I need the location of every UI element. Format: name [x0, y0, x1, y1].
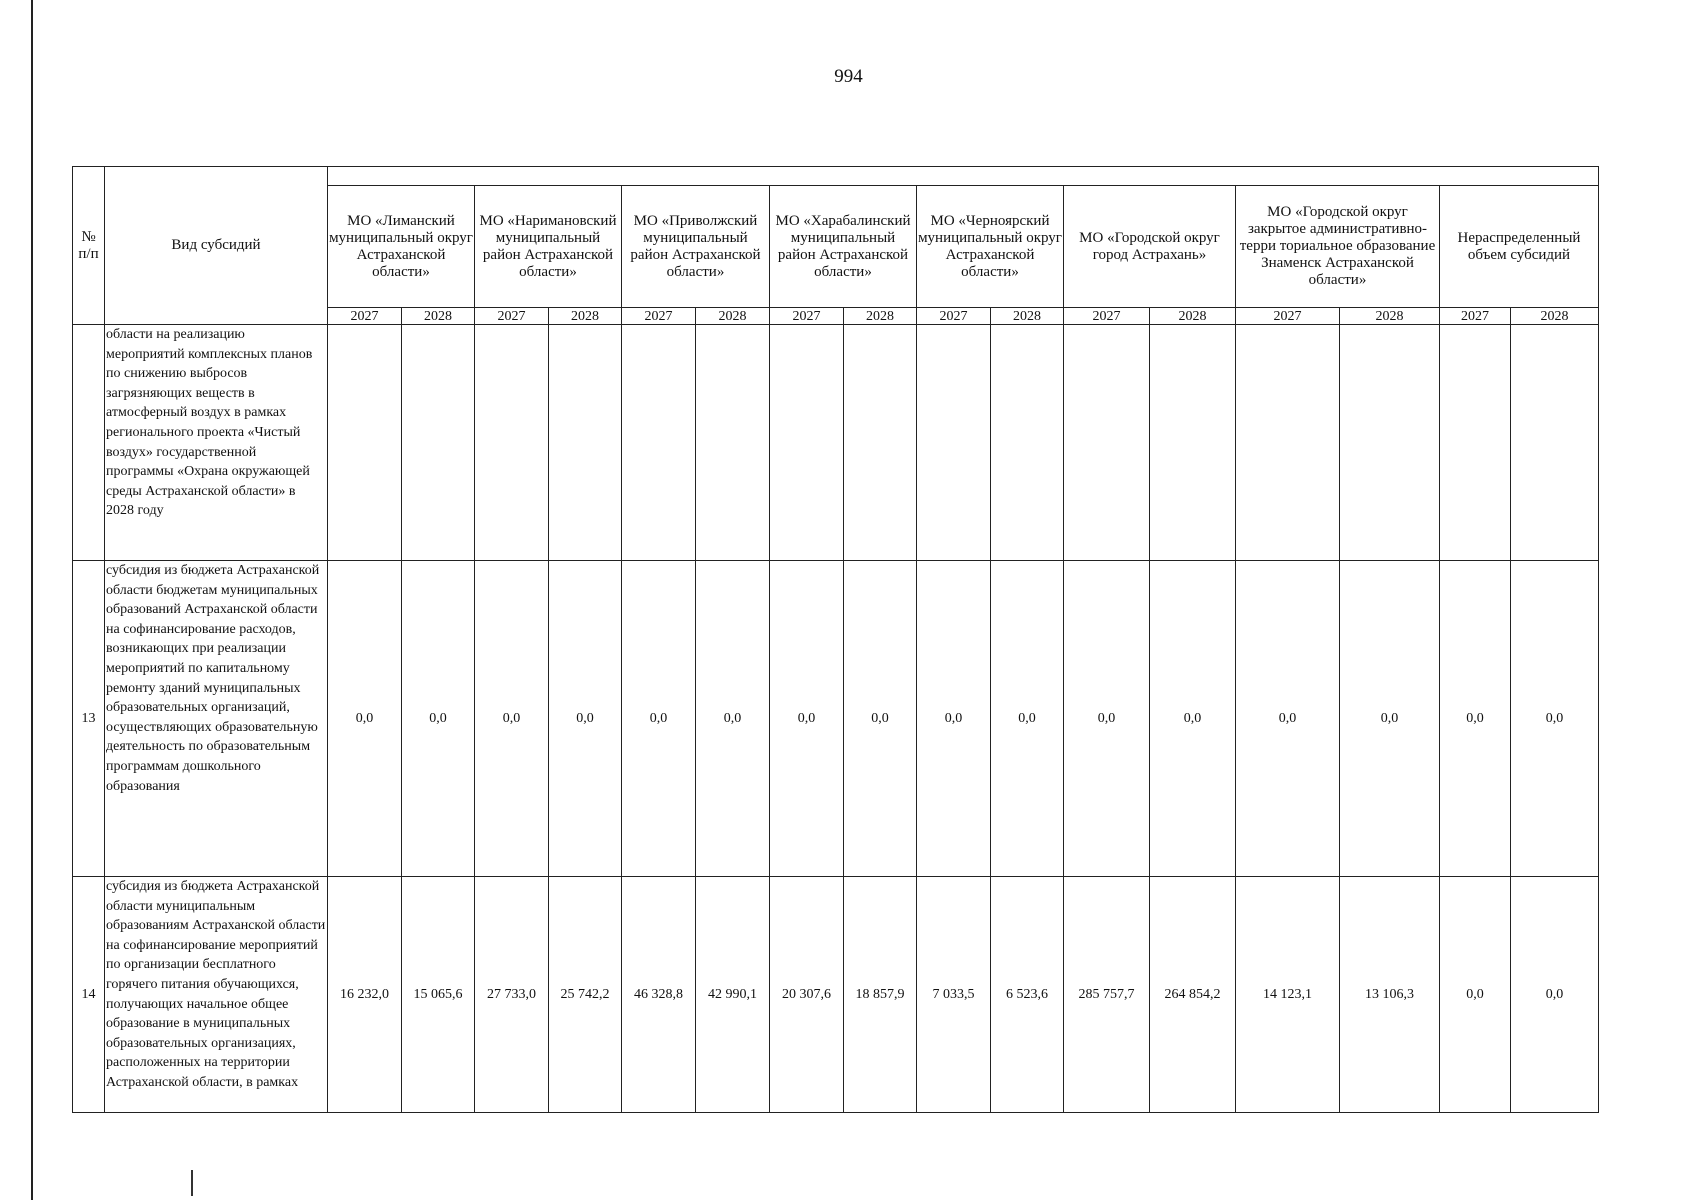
- value-cell: 0,0: [1064, 561, 1150, 877]
- header-type-cell: Вид субсидий: [105, 167, 328, 325]
- header-municipality-3: МО «Приволжский муниципальный район Астраханской области»: [622, 186, 770, 308]
- value-cell: 0,0: [549, 561, 622, 877]
- year-2027: 2027: [475, 308, 549, 325]
- year-2027: 2027: [917, 308, 991, 325]
- value-cell: 264 854,2: [1150, 877, 1236, 1113]
- header-municipality-5: МО «Черноярский муниципальный округ Астраханской области»: [917, 186, 1064, 308]
- row-number: 14: [73, 877, 105, 1113]
- value-cell: 0,0: [696, 561, 770, 877]
- value-cell: 0,0: [1150, 561, 1236, 877]
- value-cell: [770, 325, 844, 561]
- header-number-cell: № п/п: [73, 167, 105, 325]
- table-row: [73, 877, 1599, 1113]
- row-description: области на реализацию мероприятий комплексных планов по снижению выбросов загрязняющих веществ в атмосферный воздух в рамках регионального проекта «Чистый воздух» государственной программы «Охрана окружающей среды Астраханской области» в 2028 году: [105, 325, 328, 561]
- row-description: субсидия из бюджета Астраханской области муниципальным образованиям Астраханской области на софинансирование мероприятий по организации бесплатного горячего питания обучающихся, получающих начальное общее образование в муниципальных образовательных организациях, расположенных на территории Астраханской области, в рамках: [105, 877, 328, 1113]
- header-municipality-6: МО «Городской округ город Астрахань»: [1064, 186, 1236, 308]
- value-cell: 18 857,9: [844, 877, 917, 1113]
- value-cell: 46 328,8: [622, 877, 696, 1113]
- year-2028: 2028: [991, 308, 1064, 325]
- value-cell: [1064, 325, 1150, 561]
- header-municipality-2: МО «Наримановский муниципальный район Астраханской области»: [475, 186, 622, 308]
- value-cell: [402, 325, 475, 561]
- value-cell: [475, 325, 549, 561]
- year-2027: 2027: [1064, 308, 1150, 325]
- header-municipality-7: МО «Городской округ закрытое административно-терри ториальное образование Знаменск Астраханской области»: [1236, 186, 1440, 308]
- year-2028: 2028: [402, 308, 475, 325]
- value-cell: 0,0: [1440, 877, 1511, 1113]
- year-2028: 2028: [696, 308, 770, 325]
- year-2027: 2027: [622, 308, 696, 325]
- header-municipality-4: МО «Харабалинский муниципальный район Астраханской области»: [770, 186, 917, 308]
- value-cell: [844, 325, 917, 561]
- table-row: [73, 561, 1599, 877]
- value-cell: 7 033,5: [917, 877, 991, 1113]
- value-cell: 27 733,0: [475, 877, 549, 1113]
- value-cell: [1440, 325, 1511, 561]
- value-cell: 14 123,1: [1236, 877, 1340, 1113]
- value-cell: 20 307,6: [770, 877, 844, 1113]
- value-cell: [991, 325, 1064, 561]
- value-cell: 0,0: [1511, 877, 1599, 1113]
- header-blank-strip: [328, 167, 1599, 186]
- header-municipality-8: Нераспределенный объем субсидий: [1440, 186, 1599, 308]
- year-2027: 2027: [328, 308, 402, 325]
- value-cell: [1340, 325, 1440, 561]
- header-municipality-1: МО «Лиманский муниципальный округ Астраханской области»: [328, 186, 475, 308]
- row-description: субсидия из бюджета Астраханской области бюджетам муниципальных образований Астраханской области на софинансирование расходов, возникающих при реализации мероприятий по капитальному ремонту зданий муниципальных образовательных организаций, осуществляющих образовательную деятельность по образовательным программам дошкольного образования: [105, 561, 328, 877]
- year-2028: 2028: [1340, 308, 1440, 325]
- value-cell: 0,0: [622, 561, 696, 877]
- value-cell: 0,0: [1340, 561, 1440, 877]
- page-number: 994: [834, 66, 863, 87]
- value-cell: 0,0: [917, 561, 991, 877]
- value-cell: 0,0: [991, 561, 1064, 877]
- value-cell: 0,0: [402, 561, 475, 877]
- value-cell: 0,0: [475, 561, 549, 877]
- year-2027: 2027: [1440, 308, 1511, 325]
- value-cell: 0,0: [844, 561, 917, 877]
- value-cell: [1236, 325, 1340, 561]
- value-cell: [696, 325, 770, 561]
- header-top-strip: [73, 167, 1599, 186]
- value-cell: 13 106,3: [1340, 877, 1440, 1113]
- row-number: 13: [73, 561, 105, 877]
- row-number: [73, 325, 105, 561]
- table-row: [73, 325, 1599, 561]
- year-2028: 2028: [1150, 308, 1236, 325]
- year-2027: 2027: [770, 308, 844, 325]
- value-cell: 0,0: [1440, 561, 1511, 877]
- value-cell: [1150, 325, 1236, 561]
- left-margin-rule: [31, 0, 33, 1200]
- value-cell: 6 523,6: [991, 877, 1064, 1113]
- value-cell: 25 742,2: [549, 877, 622, 1113]
- value-cell: [328, 325, 402, 561]
- value-cell: [1511, 325, 1599, 561]
- value-cell: 15 065,6: [402, 877, 475, 1113]
- year-2027: 2027: [1236, 308, 1340, 325]
- value-cell: 0,0: [1236, 561, 1340, 877]
- value-cell: [622, 325, 696, 561]
- value-cell: [549, 325, 622, 561]
- value-cell: 285 757,7: [1064, 877, 1150, 1113]
- value-cell: 0,0: [770, 561, 844, 877]
- value-cell: [917, 325, 991, 561]
- year-2028: 2028: [549, 308, 622, 325]
- value-cell: 0,0: [328, 561, 402, 877]
- value-cell: 0,0: [1511, 561, 1599, 877]
- year-2028: 2028: [844, 308, 917, 325]
- year-2028: 2028: [1511, 308, 1599, 325]
- margin-mark: [191, 1170, 193, 1196]
- value-cell: 42 990,1: [696, 877, 770, 1113]
- value-cell: 16 232,0: [328, 877, 402, 1113]
- subsidy-table: [72, 166, 1599, 1113]
